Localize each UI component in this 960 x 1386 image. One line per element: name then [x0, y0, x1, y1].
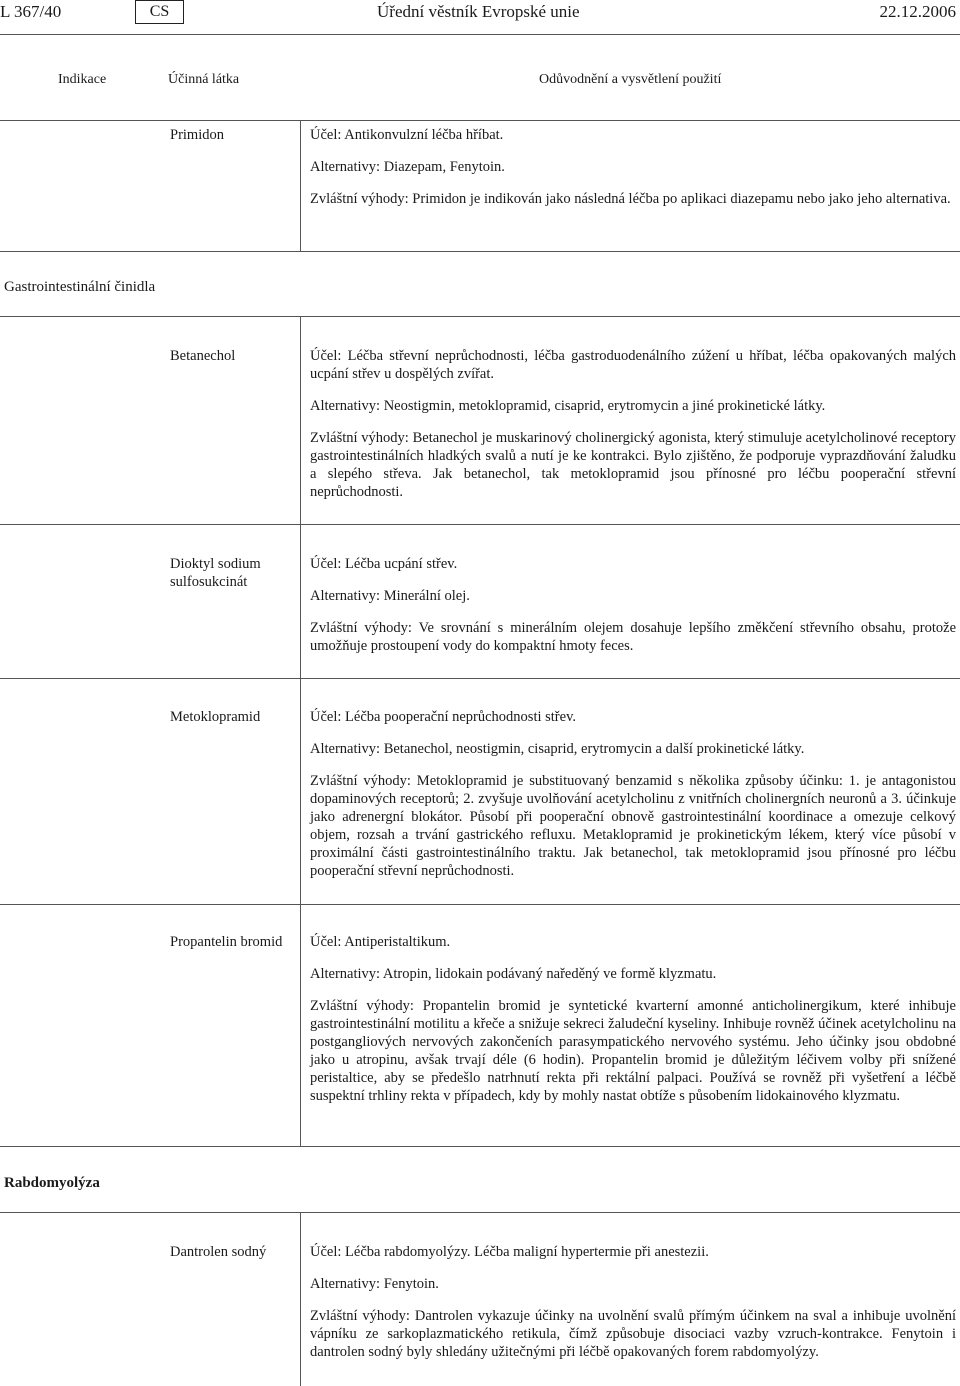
row-description	[310, 708, 956, 894]
substance-name: Propantelin bromid	[170, 934, 283, 950]
advantages-text: Zvláštní výhody: Dantrolen vykazuje účinky na uvolnění svalů přímým účinkem na sval a inhibuje uvolnění vápníku ze sarkoplazmatického retikula, čímž způsobuje disociaci vazby vzruch-kontrakce. Fenytoin i dantrolen sodný byly shledány užitečnými při léčbě opakovaných forem rabdomyolýzy.	[310, 1308, 956, 1360]
column-divider	[300, 678, 301, 904]
table-column-headers	[0, 36, 960, 121]
purpose-text: Účel: Antiperistaltikum.	[310, 934, 451, 950]
advantages-text: Zvláštní výhody: Propantelin bromid je syntetické kvarterní amonné anticholinergikum, které inhibuje gastrointestinální motilitu a křeče a snižuje sekreci žaludeční kyseliny. Inhibuje rovněž účinek acetylcholinu na postgangliových nervových zakončeních parasympatického nervového systému. Jeho účinky jsou obdobné jako u atropinu, avšak trvají déle (6 hodin). Propantelin bromid je důležitým léčivem volby při snížené peristaltice, aby se předešlo natrhnutí rekta při rektální palpaci. Používá se rovněž při vyšetření a léčbě suspektní trhliny rekta v případech, kdy by mohly nastat obtíže s působením lidokainového klyzmatu.	[310, 998, 956, 1104]
row-divider	[0, 678, 960, 679]
row-description	[310, 933, 956, 1119]
purpose-text: Účel: Léčba pooperační neprůchodnosti střev.	[310, 709, 576, 725]
row-divider	[0, 904, 960, 905]
row-description	[310, 347, 956, 515]
advantages-text: Zvláštní výhody: Primidon je indikován jako následná léčba po aplikaci diazepamu nebo jako jeho alternativa.	[310, 191, 951, 207]
section-title-rabdo: Rabdomyolýza	[4, 1175, 100, 1191]
substance-name: Primidon	[170, 127, 224, 143]
publication-date: 22.12.2006	[879, 2, 956, 21]
language-badge: CS	[135, 0, 184, 24]
page-reference: L 367/40	[0, 2, 62, 21]
row-description	[310, 126, 956, 222]
section-title-gi: Gastrointestinální činidla	[4, 279, 156, 295]
page-header	[0, 0, 960, 35]
substance-name: Betanechol	[170, 348, 236, 364]
purpose-text: Účel: Léčba rabdomyolýzy. Léčba maligní hypertermie při anestezii.	[310, 1244, 709, 1260]
substance-name: Metoklopramid	[170, 709, 261, 725]
advantages-text: Zvláštní výhody: Metoklopramid je substituovaný benzamid s několika způsoby účinku: 1. je antagonistou dopaminových receptorů; 2. zvyšuje uvolňování acetylcholinu z vnitřních cholinergních neuronů a 3. účinkuje jako adrenergní blokátor. Působí při pooperační obnově gastrointestinální koordinace a omezuje celkový objem, rozsah a trvání gastrického refluxu. Metaklopramid je prokinetickým lékem, který více působí v proximální části gastrointestinálního traktu. Jak betanechol, tak metoklopramid jsou přínosné pro léčbu pooperační střevní neprůchodnosti.	[310, 773, 956, 879]
column-header-indication: Indikace	[58, 72, 107, 87]
advantages-text: Zvláštní výhody: Betanechol je muskarinový cholinergický agonista, který stimuluje acetylcholinové receptory gastrointestinálních hladkých svalů a nutí je ke kontrakci. Bylo zjištěno, že podporuje vyprazdňování žaludku a slepého střeva. Jak betanechol, tak metoklopramid jsou přínosné pro léčbu pooperační střevní neprůchodnosti.	[310, 430, 956, 500]
alternatives-text: Alternativy: Atropin, lidokain podávaný naředěný ve formě klyzmatu.	[310, 966, 717, 982]
journal-title: Úřední věstník Evropské unie	[377, 2, 580, 21]
column-divider	[300, 121, 301, 251]
purpose-text: Účel: Léčba střevní neprůchodnosti, léčba gastroduodenálního zúžení u hříbat, léčba opakovaných malých ucpání střev u dospělých zvířat.	[310, 348, 956, 382]
column-divider	[300, 316, 301, 524]
row-divider	[0, 251, 960, 252]
substance-name: Dantrolen sodný	[170, 1244, 267, 1260]
row-divider	[0, 316, 960, 317]
purpose-text: Účel: Antikonvulzní léčba hříbat.	[310, 127, 504, 143]
alternatives-text: Alternativy: Neostigmin, metoklopramid, cisaprid, erytromycin a jiné prokinetické látky.	[310, 398, 826, 414]
purpose-text: Účel: Léčba ucpání střev.	[310, 556, 458, 572]
column-header-active: Účinná látka	[168, 72, 240, 87]
alternatives-text: Alternativy: Minerální olej.	[310, 588, 470, 604]
column-header-justification: Odůvodnění a vysvětlení použití	[539, 72, 722, 87]
row-description	[310, 555, 956, 669]
column-divider	[300, 904, 301, 1146]
column-divider	[300, 1212, 301, 1386]
column-divider	[300, 524, 301, 678]
alternatives-text: Alternativy: Diazepam, Fenytoin.	[310, 159, 505, 175]
row-divider	[0, 1212, 960, 1213]
row-divider	[0, 1146, 960, 1147]
row-divider	[0, 524, 960, 525]
alternatives-text: Alternativy: Betanechol, neostigmin, cisaprid, erytromycin a další prokinetické látky.	[310, 741, 805, 757]
substance-name: Dioktyl sodium sulfosukcinát	[170, 556, 261, 590]
advantages-text: Zvláštní výhody: Ve srovnání s minerálním olejem dosahuje lepšího změkčení střevního obsahu, protože umožňuje prostoupení vody do kompaktní hmoty feces.	[310, 620, 956, 654]
alternatives-text: Alternativy: Fenytoin.	[310, 1276, 439, 1292]
row-description	[310, 1243, 956, 1375]
